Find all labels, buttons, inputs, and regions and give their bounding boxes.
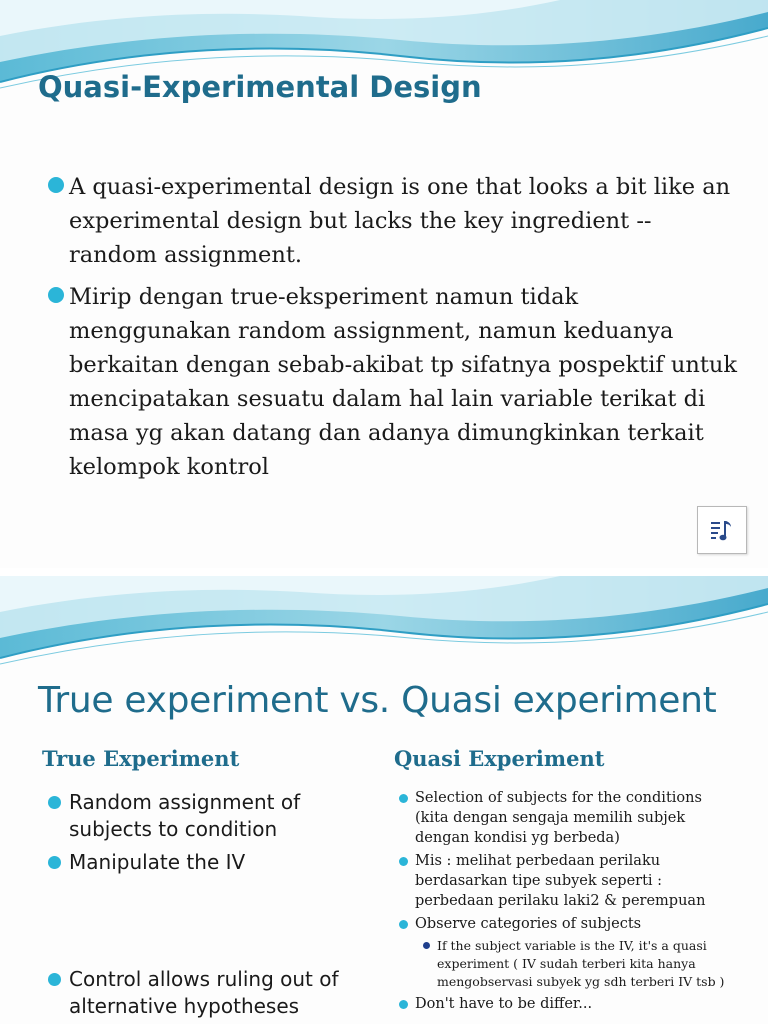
sub-bullet-dot-icon xyxy=(423,942,430,949)
true-experiment-list xyxy=(48,789,348,1024)
bullet-dot-icon xyxy=(48,973,61,986)
column-heading-quasi: Quasi Experiment xyxy=(394,746,605,771)
list-item xyxy=(48,789,348,843)
column-heading-true: True Experiment xyxy=(42,746,240,771)
bullet-dot-icon xyxy=(399,920,408,929)
list-item xyxy=(48,966,348,1020)
bullet-text: Mis : melihat perbedaan perilaku berdasarkan tipe subyek seperti : perbedaan perilaku laki2 & perempuan xyxy=(415,853,706,909)
bullet-dot-icon xyxy=(48,856,61,869)
bullet-dot-icon xyxy=(399,1000,408,1009)
bullet-text: Don't have to be differ... xyxy=(415,996,593,1012)
bullet-dot-icon xyxy=(399,794,408,803)
bullet-text: Mirip dengan true-eksperiment namun tidak menggunakan random assignment, namun keduanya berkaitan dengan sebab-akibat tp sifatnya pospektif untuk mencipatakan sesuatu dalam hal lain variable terikat di masa yg akan datang dan adanya dimungkinkan terkait kelompok kontrol xyxy=(69,284,738,480)
slide-title: Quasi-Experimental Design xyxy=(38,70,482,104)
slide-2 xyxy=(0,576,768,1024)
list-item xyxy=(398,994,728,1014)
slide-separator xyxy=(0,568,768,576)
bullet-text: Control allows ruling out of alternative hypotheses xyxy=(69,967,339,1018)
bullet-text: Selection of subjects for the conditions (kita dengan sengaja memilih subjek dengan kondisi yg berbeda) xyxy=(415,790,702,846)
audio-note-icon xyxy=(710,519,734,543)
list-item xyxy=(48,849,348,876)
bullet-text: Manipulate the IV xyxy=(69,850,246,874)
wave-header-decoration xyxy=(0,576,768,676)
audio-button[interactable] xyxy=(697,506,747,554)
list-item xyxy=(48,280,738,484)
bullet-text: Observe categories of subjects xyxy=(415,916,642,932)
bullet-list xyxy=(48,170,738,492)
slide-title: True experiment vs. Quasi experiment xyxy=(38,680,717,721)
bullet-dot-icon xyxy=(48,796,61,809)
bullet-dot-icon xyxy=(48,287,64,303)
bullet-dot-icon xyxy=(399,857,408,866)
bullet-dot-icon xyxy=(48,177,64,193)
bullet-text: If the subject variable is the IV, it's a quasi experiment ( IV sudah terberi kita hanya mengobservasi subyek yg sdh terberi IV tsb ) xyxy=(437,938,725,989)
list-item xyxy=(398,788,728,848)
sub-list-item xyxy=(398,937,728,991)
quasi-experiment-list xyxy=(398,788,728,1017)
bullet-text: Random assignment of subjects to condition xyxy=(69,790,301,841)
list-item xyxy=(398,851,728,911)
list-item xyxy=(398,914,728,934)
bullet-text: A quasi-experimental design is one that looks a bit like an experimental design but lacks the key ingredient -- random assignment. xyxy=(69,174,731,268)
list-item xyxy=(48,170,738,272)
